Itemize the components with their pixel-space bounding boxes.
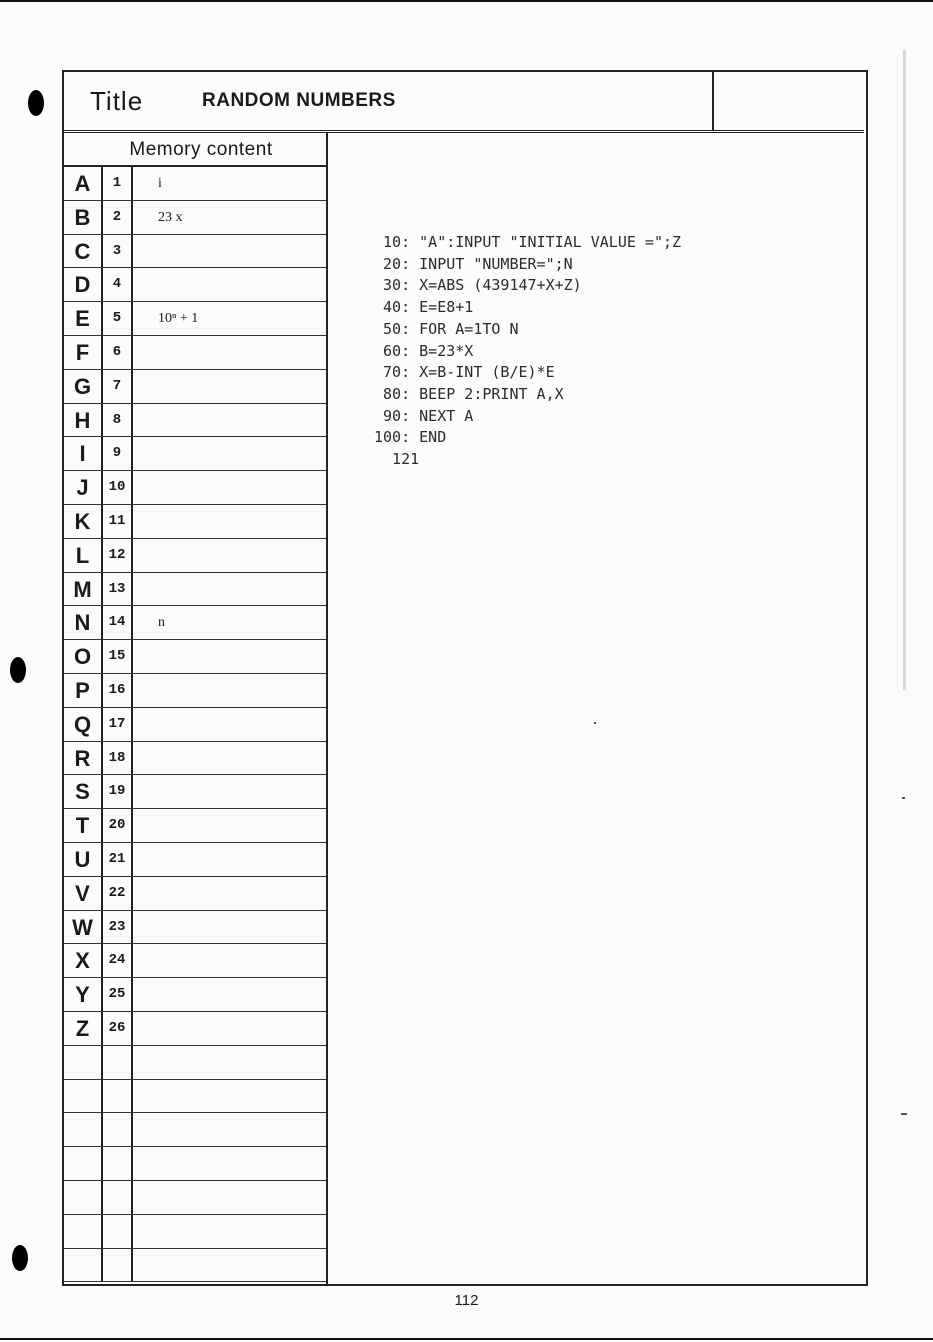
- memory-row: [64, 944, 326, 978]
- memory-row: [64, 370, 326, 404]
- memory-row: [64, 742, 326, 776]
- memory-letter: U: [64, 843, 103, 876]
- memory-letter: R: [64, 742, 103, 775]
- memory-letter: H: [64, 404, 103, 437]
- memory-letter: E: [64, 302, 103, 335]
- memory-number: 6: [103, 336, 133, 369]
- memory-row: [64, 809, 326, 843]
- memory-row: [64, 674, 326, 708]
- memory-letter: Q: [64, 708, 103, 741]
- memory-number: 23: [103, 911, 133, 944]
- title-side-box: [712, 72, 866, 130]
- program-sheet: [62, 70, 868, 1286]
- memory-letter: D: [64, 268, 103, 301]
- memory-number: 25: [103, 978, 133, 1011]
- memory-number: [103, 1080, 133, 1113]
- top-rule: [0, 0, 933, 2]
- program-line: 70: X=B-INT (B/E)*E: [374, 363, 555, 382]
- memory-row: [64, 336, 326, 370]
- binder-hole-bottom-icon: [12, 1245, 28, 1271]
- memory-row: [64, 1113, 326, 1147]
- memory-number: 16: [103, 674, 133, 707]
- memory-number: 8: [103, 404, 133, 437]
- memory-row: [64, 606, 326, 640]
- memory-letter: [64, 1249, 103, 1282]
- program-listing: [374, 232, 681, 471]
- program-line: 10: "A":INPUT "INITIAL VALUE =";Z: [374, 233, 682, 251]
- memory-number: 3: [103, 235, 133, 268]
- memory-row: [64, 1249, 326, 1283]
- paper-speck: [902, 797, 905, 799]
- memory-letter: C: [64, 235, 103, 268]
- program-line: 100: END: [374, 428, 447, 447]
- memory-row: [64, 843, 326, 877]
- paper-edge-shadow: [903, 50, 906, 690]
- memory-number: 17: [103, 708, 133, 741]
- memory-content-header: Memory content: [64, 133, 326, 167]
- memory-row: [64, 268, 326, 302]
- program-line: 40: E=E8+1: [374, 298, 474, 317]
- memory-row: [64, 1012, 326, 1046]
- memory-row: [64, 1080, 326, 1114]
- memory-number: 20: [103, 809, 133, 842]
- paper-speck: [901, 1113, 907, 1115]
- bottom-rule: [0, 1338, 933, 1340]
- memory-number: 24: [103, 944, 133, 977]
- memory-letter: V: [64, 877, 103, 910]
- memory-letter: A: [64, 167, 103, 200]
- memory-row: [64, 404, 326, 438]
- memory-letter: J: [64, 471, 103, 504]
- memory-number: 5: [103, 302, 133, 335]
- memory-letter: Z: [64, 1012, 103, 1045]
- program-line: 90: NEXT A: [374, 406, 474, 425]
- memory-letter: B: [64, 201, 103, 234]
- memory-letter: [64, 1113, 103, 1146]
- memory-number: 19: [103, 775, 133, 808]
- memory-row: [64, 201, 326, 235]
- title-label: Title: [90, 86, 144, 116]
- program-line: 50: FOR A=1TO N: [374, 319, 519, 338]
- memory-content-table: [64, 133, 328, 1284]
- memory-number: 14: [103, 606, 133, 639]
- memory-letter: [64, 1046, 103, 1079]
- memory-letter: N: [64, 606, 103, 639]
- memory-row: [64, 302, 326, 336]
- memory-number: 21: [103, 843, 133, 876]
- memory-letter: G: [64, 370, 103, 403]
- program-line: 30: X=ABS (439147+X+Z): [374, 276, 582, 295]
- binder-hole-top-icon: [28, 90, 44, 116]
- page-number: 112: [454, 1292, 479, 1309]
- memory-letter: P: [64, 674, 103, 707]
- memory-row: [64, 1046, 326, 1080]
- memory-letter: [64, 1147, 103, 1180]
- memory-letter: Y: [64, 978, 103, 1011]
- title-bar: [64, 72, 864, 133]
- memory-content: 10ⁿ + 1: [158, 311, 199, 327]
- memory-number: 9: [103, 437, 133, 470]
- memory-row: [64, 775, 326, 809]
- memory-rows: [64, 167, 326, 1282]
- memory-row: [64, 539, 326, 573]
- memory-row: [64, 437, 326, 471]
- memory-number: [103, 1046, 133, 1079]
- memory-number: [103, 1181, 133, 1214]
- program-title: RANDOM NUMBERS: [202, 90, 396, 111]
- memory-content: i: [158, 176, 162, 191]
- memory-number: 10: [103, 471, 133, 504]
- memory-number: 18: [103, 742, 133, 775]
- memory-row: [64, 1147, 326, 1181]
- memory-row: [64, 978, 326, 1012]
- memory-number: [103, 1147, 133, 1180]
- program-line: 121: [374, 450, 420, 469]
- memory-number: 7: [103, 370, 133, 403]
- memory-row: [64, 640, 326, 674]
- binder-hole-middle-icon: [10, 657, 26, 683]
- memory-letter: O: [64, 640, 103, 673]
- memory-number: 22: [103, 877, 133, 910]
- memory-number: [103, 1215, 133, 1248]
- memory-row: [64, 1215, 326, 1249]
- memory-row: [64, 877, 326, 911]
- memory-row: [64, 1181, 326, 1215]
- memory-number: 4: [103, 268, 133, 301]
- memory-row: [64, 167, 326, 201]
- memory-content: n: [158, 615, 165, 631]
- memory-row: [64, 471, 326, 505]
- memory-letter: W: [64, 911, 103, 944]
- program-line: 80: BEEP 2:PRINT A,X: [374, 384, 564, 403]
- memory-number: 26: [103, 1012, 133, 1045]
- memory-letter: X: [64, 944, 103, 977]
- memory-number: [103, 1113, 133, 1146]
- memory-number: 13: [103, 573, 133, 606]
- program-line: 20: INPUT "NUMBER=";N: [374, 254, 573, 273]
- memory-number: 1: [103, 167, 133, 200]
- memory-row: [64, 235, 326, 269]
- memory-number: 15: [103, 640, 133, 673]
- memory-number: 11: [103, 505, 133, 538]
- memory-letter: L: [64, 539, 103, 572]
- memory-letter: [64, 1181, 103, 1214]
- memory-letter: [64, 1080, 103, 1113]
- memory-row: [64, 708, 326, 742]
- memory-number: 12: [103, 539, 133, 572]
- memory-letter: M: [64, 573, 103, 606]
- memory-letter: I: [64, 437, 103, 470]
- memory-letter: T: [64, 809, 103, 842]
- memory-content: 23 x: [158, 209, 183, 225]
- memory-row: [64, 911, 326, 945]
- memory-letter: S: [64, 775, 103, 808]
- memory-number: [103, 1249, 133, 1282]
- memory-number: 2: [103, 201, 133, 234]
- memory-letter: K: [64, 505, 103, 538]
- memory-letter: F: [64, 336, 103, 369]
- memory-letter: [64, 1215, 103, 1248]
- memory-row: [64, 573, 326, 607]
- program-line: 60: B=23*X: [374, 341, 474, 360]
- memory-row: [64, 505, 326, 539]
